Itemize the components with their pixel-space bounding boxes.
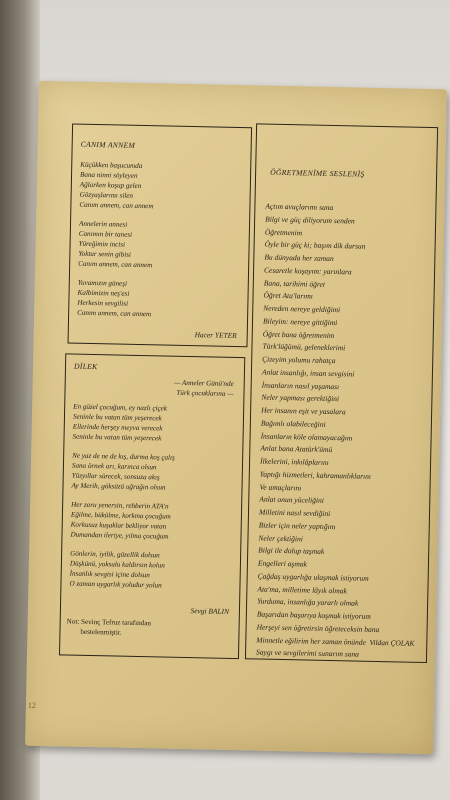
poem-line: Bilgi ve güç diliyorum senden xyxy=(265,214,355,226)
poem-line: İnsanlık sevgisi içine dolsun xyxy=(69,569,150,580)
note-line: Not: Sevinç Tefruz tarafından xyxy=(66,617,152,628)
poem-box-canim-annem xyxy=(68,124,253,348)
poem-line: Cesaretle koşayım: yarınlara xyxy=(264,265,352,277)
poem-line: Her insanın eşit ve yasalara xyxy=(261,405,346,417)
poem-line: Her zoru yenersin, rehberin ATA'n xyxy=(71,500,169,511)
poem-box-dilek xyxy=(59,353,245,659)
poem-line: Nereden nereye geldiğimi xyxy=(263,303,341,315)
poem-line: İlkelerini, inkılâplarını xyxy=(259,456,329,467)
poem-line: Engelleri aşmak xyxy=(257,558,307,569)
poem-line: O zaman uygarlık yoludur yolun xyxy=(69,579,162,590)
poem-line: Saygı ve sevgilerimi sunarım sana xyxy=(255,647,360,659)
page-number: 12 xyxy=(27,700,37,710)
poem-line: Çizeyim yolumu rahatça xyxy=(262,354,336,366)
poem-line: Seninle bu vatan tüm yeşerecek xyxy=(72,412,162,423)
poem-line: Ay Merih, göksüzü uğrağın olsun xyxy=(71,481,166,492)
poem-line: Öyle bir güç ki; başım dik dursun xyxy=(264,239,366,251)
poem-title: CANIM ANNEM xyxy=(80,139,136,150)
poem-line: Küçükken başucumda xyxy=(80,160,143,170)
poem-line: Canımın bir tanesi xyxy=(78,229,133,239)
poem-line: Ağlarken koşup gelen xyxy=(79,180,142,190)
poem-author: Hacer YETER xyxy=(194,330,237,340)
poem-line: Eğilme, bükülme, korkma çocuğum xyxy=(70,510,171,521)
poem-stanza-2 xyxy=(78,220,153,271)
poem-line: Anlat bana Atatürk'ümü xyxy=(260,443,333,455)
poem-line: Öğret bana öğretmenim xyxy=(262,329,335,340)
poem-line: Neler çektiğini xyxy=(258,532,303,543)
poem-title: DİLEK xyxy=(73,361,98,372)
poem-line: Ne yaz de ne de kış, durma koş çalış xyxy=(72,451,175,462)
poem-line: Anlat onun yüceliğini xyxy=(259,494,324,506)
poem-line: Yüzyıllar sürecek, sonsuza akış xyxy=(71,471,160,482)
poem-stanza-2 xyxy=(71,452,174,494)
poem-box-ogretmenime-seslenis xyxy=(245,123,438,663)
poem-line: Annelerin annesi xyxy=(78,219,128,229)
poem-line: Yüreğimin incisi xyxy=(78,239,126,249)
poem-line: Kalbimizin neş'esi xyxy=(77,288,130,298)
poem-line: Bileyim: nereye gittiğimi xyxy=(262,316,338,327)
poem-stanza-1 xyxy=(72,403,167,445)
poem-line: Yaptığı hizmetleri, kahramanlıklarını xyxy=(259,469,372,481)
poem-line: Öğret Ata'larımı xyxy=(263,290,313,301)
poem-line: Çağdaş uygarlığa ulaşmak istiyorum xyxy=(257,571,369,583)
poem-line: Canım annem, can annem xyxy=(77,308,152,318)
poem-line: Dumandan ileriye, yılma çocuğum xyxy=(70,530,169,541)
poem-line: Ata'ma, milletime lâyık olmak xyxy=(257,583,347,595)
poem-stanza-4 xyxy=(69,550,165,592)
poem-body xyxy=(256,201,388,662)
poem-line: Türk çocuklarına — xyxy=(176,388,234,398)
poem-stanza-1 xyxy=(79,161,154,212)
poem-line: Neler yapması gerektiğini xyxy=(261,392,340,404)
composer-note xyxy=(66,617,151,639)
poem-line: Milletini nasıl sevdiğini xyxy=(258,507,331,518)
poem-line: Canım annem, can annem xyxy=(78,259,153,269)
poem-line: Açtım avuçlarımı sana xyxy=(265,201,334,212)
poem-title: ÖĞRETMENİME SESLENİŞ xyxy=(270,167,365,179)
poem-line: Bana ninni söyleyen xyxy=(79,170,138,180)
poem-line: Yurduma, insanlığa yararlı olmak xyxy=(257,596,359,608)
poem-line: Sana örnek arı, karınca olsun xyxy=(71,461,157,472)
poem-line: En güzel çocuğum, ey nazlı çiçek xyxy=(73,402,168,413)
poem-line: Seninle bu vatan tüm yeşerecek xyxy=(72,432,162,443)
poem-line: Öğretmenim xyxy=(264,227,303,237)
poem-line: Herşeyi sen öğretirsin öğreteceksin bana xyxy=(256,622,380,634)
poem-line: Yoktur senin gibisi xyxy=(78,249,132,259)
poem-line: Herkesin sevgilisi xyxy=(77,298,129,308)
poem-line: Anlat insanlığı, insan sevgisini xyxy=(261,367,355,379)
poem-author: Vildan ÇOLAK xyxy=(369,637,415,648)
poem-line: Bana, tarihimi öğret xyxy=(263,278,326,289)
poem-line: Türk'lüğümü, geleneklerimi xyxy=(262,341,346,353)
note-line: bestelenmiştir. xyxy=(80,627,122,637)
poem-line: Bizler için neler yaptığını xyxy=(258,520,336,531)
poem-line: Gözyaşlarımı silen xyxy=(79,190,134,200)
poem-line: Bağımlı olabileceğini xyxy=(260,418,326,429)
poem-line: Canım annem, can annem xyxy=(79,200,154,210)
poem-line: — Anneler Günü'nde xyxy=(173,378,234,388)
poem-line: Gönlerin, iyilik, güzellik dolsun xyxy=(70,549,160,560)
poem-line: Ve amaçlarını xyxy=(259,482,302,492)
poem-line: Yuvamızın güneşi xyxy=(77,278,128,288)
poem-line: Bu dünyada her zaman xyxy=(264,252,334,264)
poem-line: Minnetle eğilirim her zaman önünde xyxy=(256,634,367,647)
poem-line: İnsanların nasıl yaşaması xyxy=(261,380,340,391)
magazine-page xyxy=(25,81,447,754)
poem-line: Başarıdan başarıya koşmak istiyorum xyxy=(256,609,371,621)
poem-line: Korkusuz kuşaklar bekliyor vatan xyxy=(70,520,167,531)
poem-dedication xyxy=(174,379,234,400)
poem-line: Ellerinde herşey meyva verecek xyxy=(72,422,163,433)
poem-stanza-3 xyxy=(70,501,171,543)
poem-stanza-3 xyxy=(77,279,152,320)
poem-line: Düşkünü, yoksulu kaldırsın kolun xyxy=(69,559,165,570)
poem-author: Sevgi BALIN xyxy=(190,606,230,616)
poem-line: İnsanların köle olamayacağını xyxy=(260,431,353,442)
poem-line: Bilgi ile dolup taşmak xyxy=(258,545,325,557)
